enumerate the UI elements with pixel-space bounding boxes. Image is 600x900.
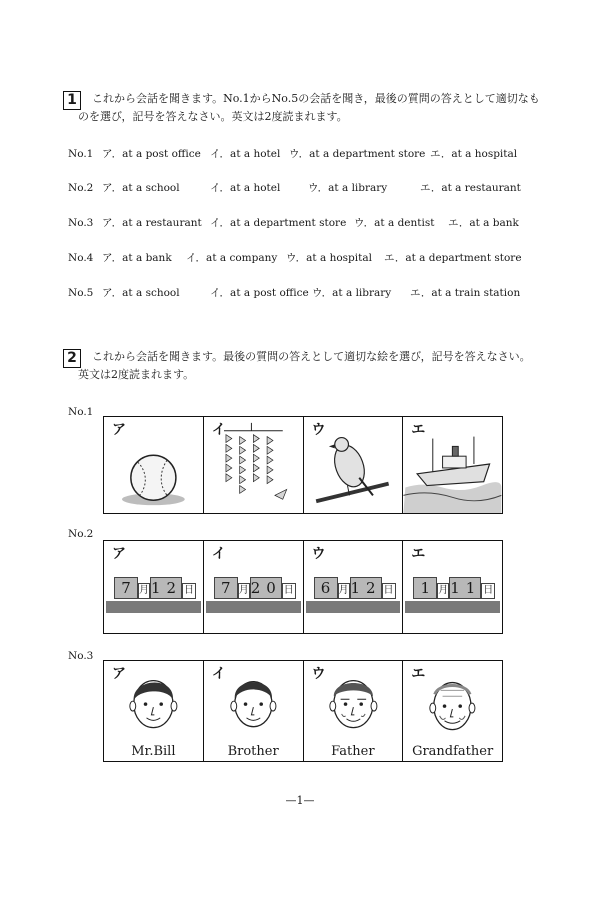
person-name: Brother bbox=[227, 744, 279, 759]
instruction-line: これから会話を聞きます。最後の質問の答えとして適切な絵を選び，記号を答えなさい。 bbox=[92, 350, 531, 363]
day-tile: 11 bbox=[450, 579, 482, 597]
ship-icon bbox=[403, 417, 502, 513]
choice-letter: ウ bbox=[311, 546, 326, 562]
day-unit: 日 bbox=[382, 583, 396, 599]
choice-letter: ア bbox=[112, 546, 126, 562]
choice-a: ア．at a restaurant bbox=[102, 217, 202, 229]
picture-question-label: No.2 bbox=[68, 528, 94, 540]
person-name: Grandfather bbox=[412, 744, 494, 759]
day-unit: 日 bbox=[282, 583, 296, 599]
choice-cell bbox=[204, 417, 304, 513]
day-tile: 12 bbox=[350, 579, 382, 597]
choice-cell bbox=[304, 541, 404, 633]
choice-cell bbox=[304, 661, 404, 761]
person-name: Father bbox=[331, 744, 375, 759]
calendar-base bbox=[206, 601, 301, 613]
date-display bbox=[108, 577, 199, 599]
choice-a: ア．at a school bbox=[102, 287, 180, 299]
question-label: No.3 bbox=[68, 217, 94, 229]
choice-letter: イ bbox=[211, 666, 226, 682]
calendar-base bbox=[306, 601, 401, 613]
choice-letter: エ bbox=[411, 546, 426, 562]
picture-question-label: No.1 bbox=[68, 406, 94, 418]
month-unit: 月 bbox=[338, 583, 350, 599]
choice-c: ウ．at a library bbox=[312, 287, 392, 299]
date-display bbox=[407, 577, 498, 599]
instruction-line: のを選び，記号を答えなさい。英文は2度読まれます。 bbox=[78, 110, 348, 123]
choice-a: ア．at a school bbox=[102, 182, 180, 194]
choice-letter: ウ bbox=[311, 422, 326, 438]
month-unit: 月 bbox=[238, 583, 250, 599]
choice-c: ウ．at a hospital bbox=[286, 252, 372, 264]
choice-letter: イ bbox=[211, 422, 226, 438]
section1-instruction bbox=[78, 90, 540, 126]
choice-c: ウ．at a dentist bbox=[354, 217, 435, 229]
choice-b: イ．at a post office bbox=[210, 287, 309, 299]
choice-letter: ア bbox=[112, 422, 126, 438]
month-tile: 6 bbox=[314, 577, 338, 599]
choice-letter: ア bbox=[112, 666, 126, 682]
choice-d: エ．at a bank bbox=[448, 217, 519, 229]
date-display bbox=[308, 577, 399, 599]
picture-panel-no3 bbox=[103, 660, 503, 762]
choice-cell bbox=[104, 661, 204, 761]
choice-b: イ．at a department store bbox=[210, 217, 347, 229]
choice-d: エ．at a department store bbox=[384, 252, 522, 264]
page-number: —1— bbox=[285, 794, 315, 807]
month-unit: 月 bbox=[437, 583, 449, 599]
choice-letter: ウ bbox=[311, 666, 326, 682]
choice-cell bbox=[204, 661, 304, 761]
choice-a: ア．at a bank bbox=[102, 252, 172, 264]
section2-instruction bbox=[78, 348, 531, 384]
choice-d: エ．at a hospital bbox=[430, 148, 518, 160]
picture-panel-no1 bbox=[103, 416, 503, 514]
choice-cell bbox=[104, 541, 204, 633]
question-label: No.5 bbox=[68, 287, 94, 299]
instruction-line: 英文は2度読まれます。 bbox=[78, 368, 195, 381]
choice-cell bbox=[403, 661, 502, 761]
baseball-icon bbox=[104, 417, 203, 513]
month-tile: 7 bbox=[114, 577, 138, 599]
choice-d: エ．at a train station bbox=[410, 287, 521, 299]
person-name: Mr.Bill bbox=[131, 744, 176, 759]
day-unit: 日 bbox=[481, 583, 495, 599]
month-unit: 月 bbox=[138, 583, 150, 599]
choice-cell bbox=[104, 417, 204, 513]
choice-b: イ．at a company bbox=[186, 252, 278, 264]
choice-cell bbox=[403, 417, 502, 513]
date-display bbox=[208, 577, 299, 599]
choice-b: イ．at a hotel bbox=[210, 148, 281, 160]
choice-letter: エ bbox=[411, 666, 426, 682]
choice-c: ウ．at a library bbox=[308, 182, 388, 194]
choice-cell bbox=[304, 417, 404, 513]
bird-icon bbox=[304, 417, 403, 513]
paper-cranes-icon bbox=[204, 417, 303, 513]
month-tile: 7 bbox=[214, 577, 238, 599]
instruction-line: これから会話を聞きます。No.1からNo.5の会話を聞き，最後の質問の答えとして適切なも bbox=[92, 92, 540, 105]
question-label: No.2 bbox=[68, 182, 94, 194]
question-number-box: 1 bbox=[63, 91, 81, 110]
choice-cell bbox=[204, 541, 304, 633]
choice-d: エ．at a restaurant bbox=[420, 182, 521, 194]
calendar-base bbox=[106, 601, 201, 613]
choice-a: ア．at a post office bbox=[102, 148, 201, 160]
day-unit: 日 bbox=[182, 583, 196, 599]
choice-letter: イ bbox=[211, 546, 226, 562]
choice-b: イ．at a hotel bbox=[210, 182, 281, 194]
day-tile: 12 bbox=[151, 579, 183, 597]
choice-letter: エ bbox=[411, 422, 426, 438]
question-label: No.1 bbox=[68, 148, 94, 160]
day-tile: 20 bbox=[250, 579, 282, 597]
calendar-base bbox=[405, 601, 500, 613]
picture-question-label: No.3 bbox=[68, 650, 94, 662]
choice-c: ウ．at a department store bbox=[289, 148, 426, 160]
month-tile: 1 bbox=[413, 577, 437, 599]
question-number-box: 2 bbox=[63, 349, 81, 368]
question-label: No.4 bbox=[68, 252, 94, 264]
picture-panel-no2 bbox=[103, 540, 503, 634]
choice-cell bbox=[403, 541, 502, 633]
